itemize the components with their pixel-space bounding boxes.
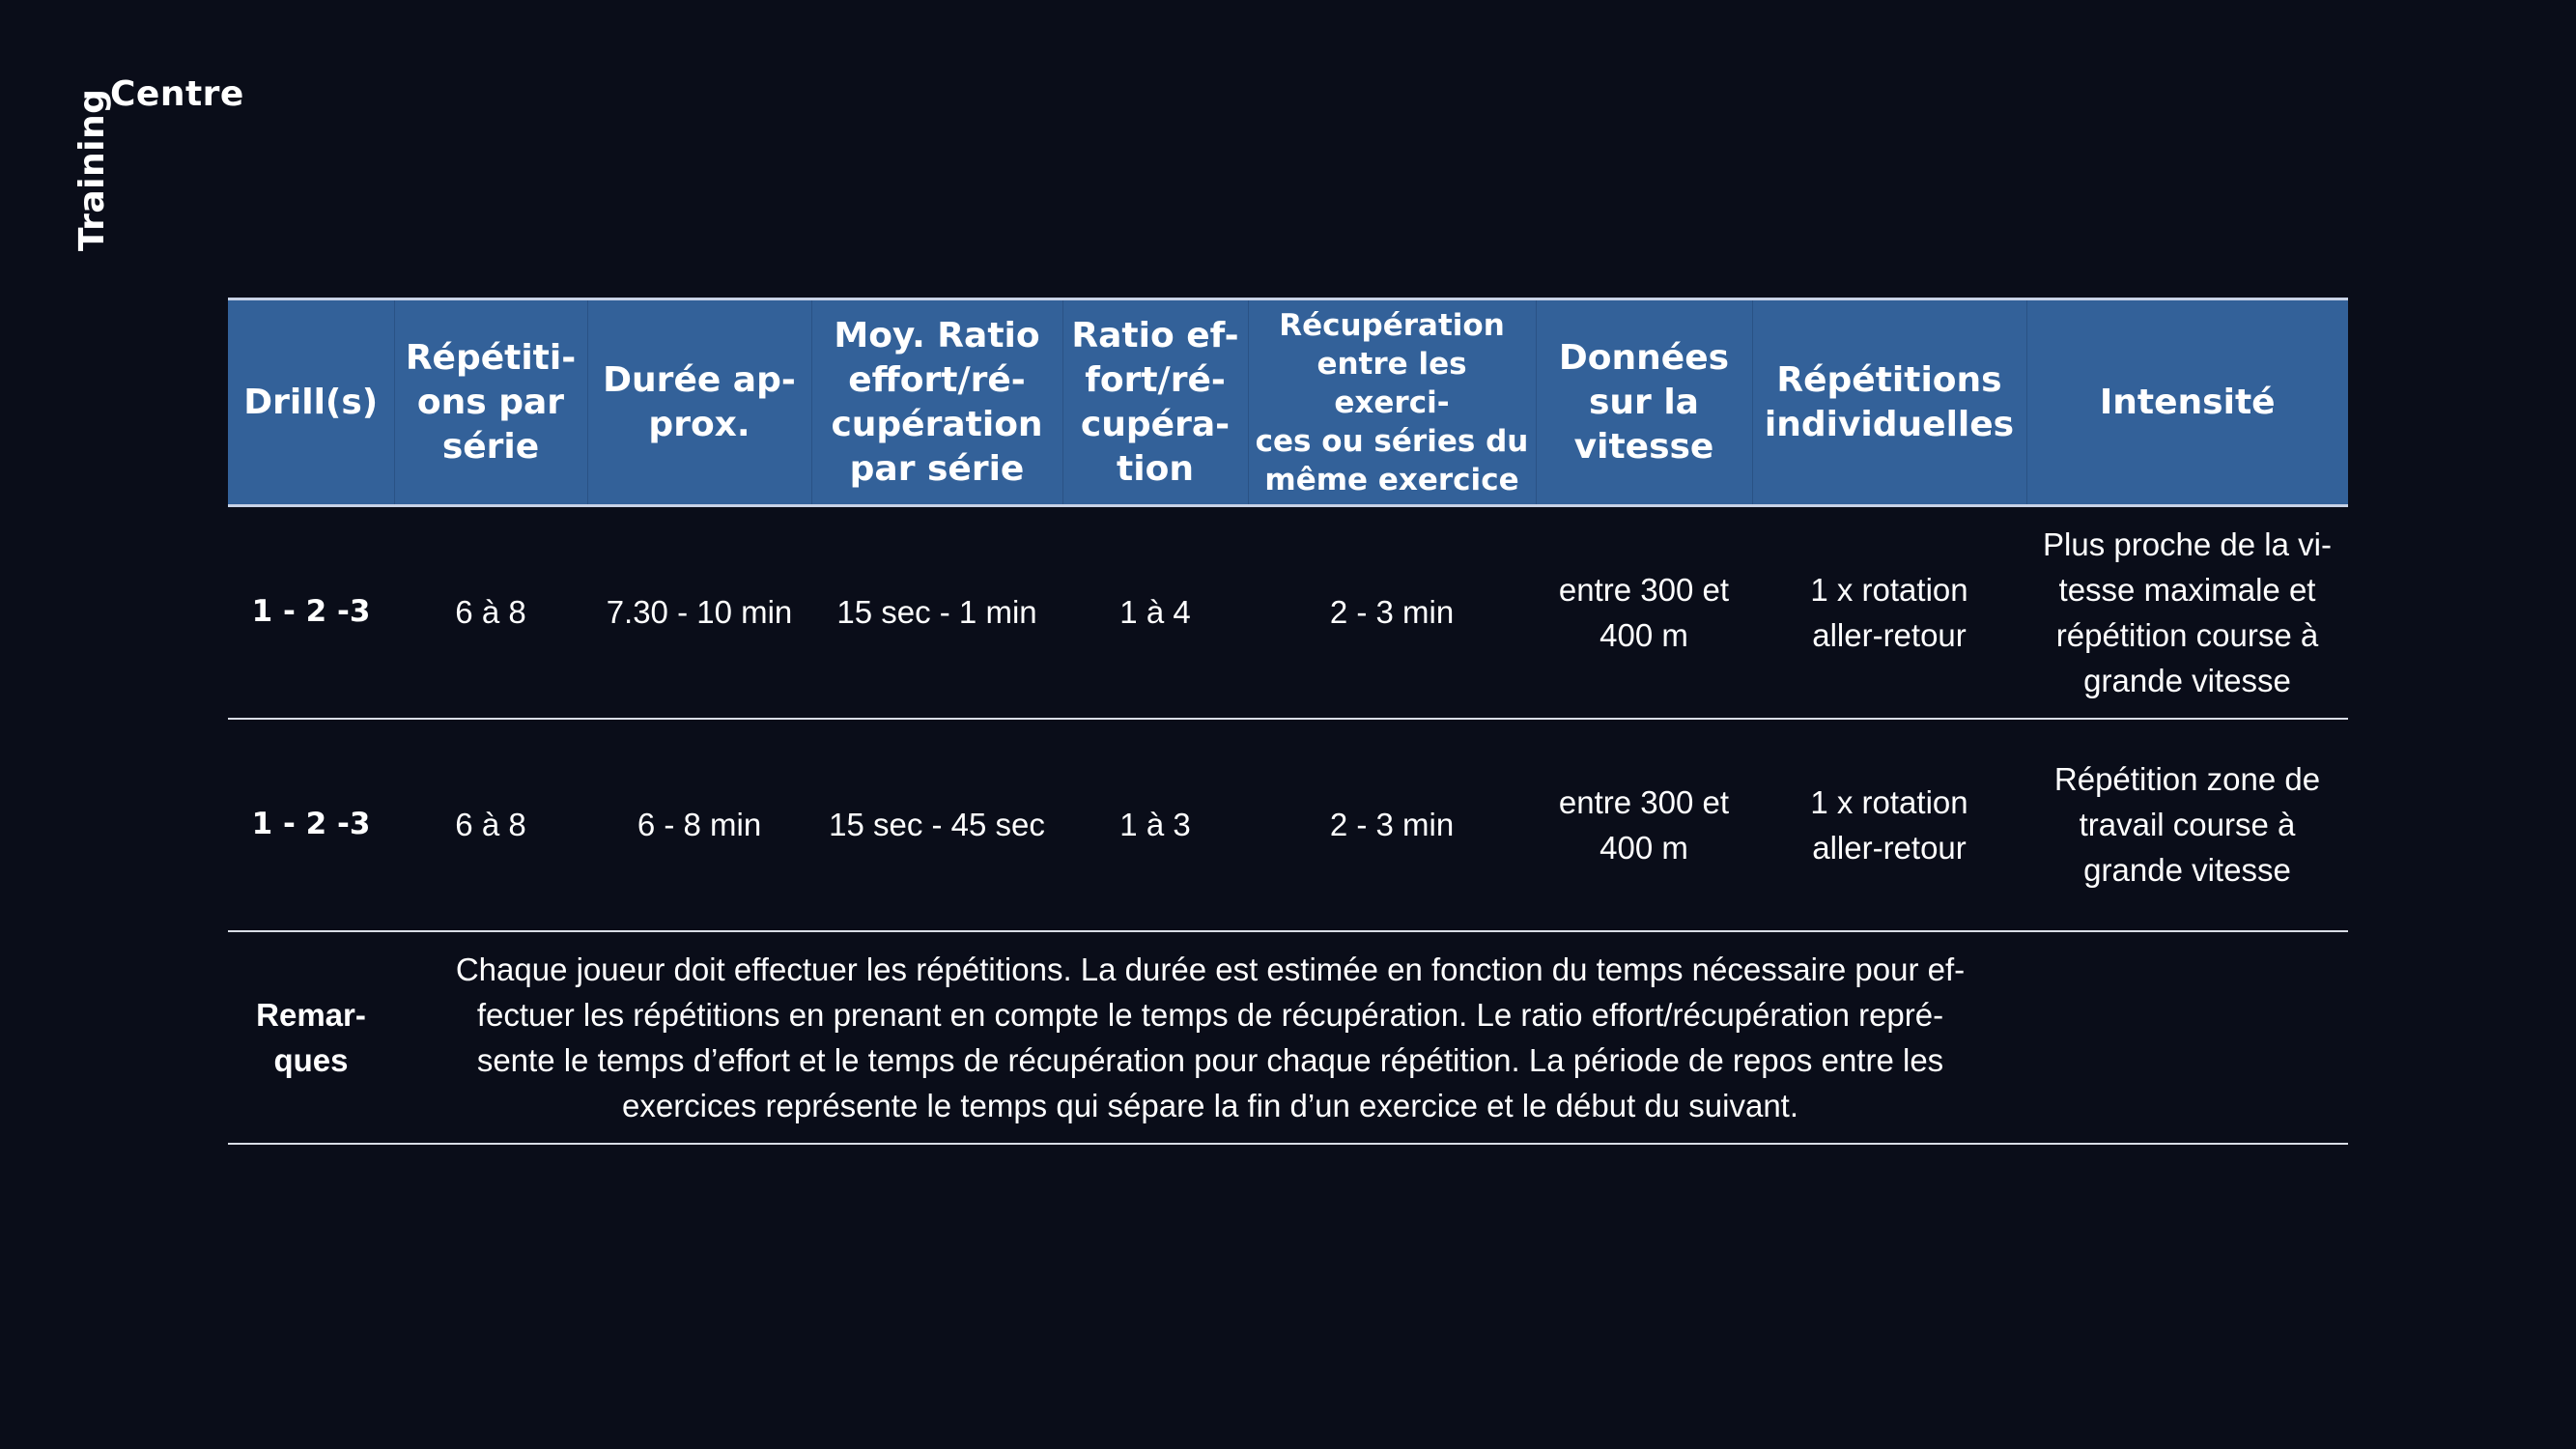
header-recovery: Récupération entre les exerci- ces ou séries du même exercice: [1248, 299, 1536, 506]
table-row: [228, 506, 2348, 719]
drills-table-container: [228, 298, 2348, 1145]
cell-intensity: Plus proche de la vi- tesse maximale et répétition course à grande vitesse: [2026, 506, 2348, 719]
remarks-text: Chaque joueur doit effectuer les répétitions. La durée est estimée en fonction du temps nécessaire pour ef- fectuer les répétitions en prenant en compte le temps de récupération. Le ratio effort/récupération repré- sente le temps d’effort et le temps de récupération pour chaque répétition. La période de repos entre les exercices représente le temps qui sépare la fin d’un exercice et le début du suivant.: [394, 931, 2026, 1144]
remarks-label: Remar- ques: [228, 931, 394, 1144]
cell-drill: 1 - 2 -3: [228, 506, 394, 719]
cell-recovery: 2 - 3 min: [1248, 506, 1536, 719]
cell-avg-ratio: 15 sec - 45 sec: [811, 719, 1062, 931]
header-speed-data: Données sur la vitesse: [1536, 299, 1752, 506]
drills-table: [228, 298, 2348, 1145]
header-drills: Drill(s): [228, 299, 394, 506]
cell-recovery: 2 - 3 min: [1248, 719, 1536, 931]
table-header-row: [228, 299, 2348, 506]
cell-ratio: 1 à 4: [1062, 506, 1248, 719]
cell-individual-repetitions: 1 x rotation aller-retour: [1752, 719, 2026, 931]
table-row: [228, 719, 2348, 931]
cell-speed-data: entre 300 et 400 m: [1536, 506, 1752, 719]
remarks-empty-cell: [2026, 931, 2348, 1144]
remarks-row: [228, 931, 2348, 1144]
header-intensity: Intensité: [2026, 299, 2348, 506]
header-ratio: Ratio ef- fort/ré- cupéra- tion: [1062, 299, 1248, 506]
header-avg-ratio: Moy. Ratio effort/ré- cupération par série: [811, 299, 1062, 506]
cell-ratio: 1 à 3: [1062, 719, 1248, 931]
logo-word-centre: Centre: [110, 74, 244, 114]
cell-avg-ratio: 15 sec - 1 min: [811, 506, 1062, 719]
logo-word-training: Training: [72, 88, 112, 251]
cell-intensity: Répétition zone de travail course à grande vitesse: [2026, 719, 2348, 931]
header-individual-repetitions: Répétitions individuelles: [1752, 299, 2026, 506]
training-centre-logo: [68, 73, 261, 267]
cell-duration: 7.30 - 10 min: [587, 506, 811, 719]
cell-duration: 6 - 8 min: [587, 719, 811, 931]
cell-speed-data: entre 300 et 400 m: [1536, 719, 1752, 931]
cell-repetitions: 6 à 8: [394, 506, 587, 719]
header-repetitions-per-series: Répétiti- ons par série: [394, 299, 587, 506]
cell-individual-repetitions: 1 x rotation aller-retour: [1752, 506, 2026, 719]
header-approx-duration: Durée ap- prox.: [587, 299, 811, 506]
cell-repetitions: 6 à 8: [394, 719, 587, 931]
cell-drill: 1 - 2 -3: [228, 719, 394, 931]
